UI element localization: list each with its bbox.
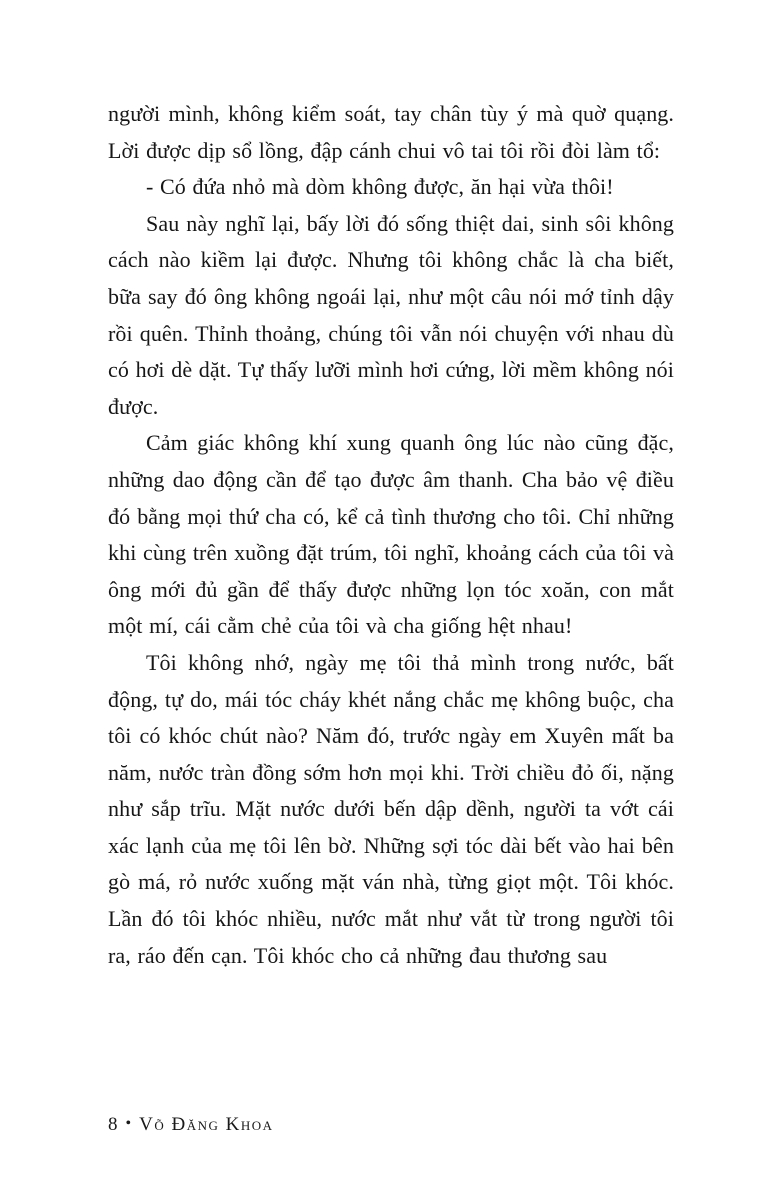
paragraph: Tôi không nhớ, ngày mẹ tôi thả mình trong nước, bất động, tự do, mái tóc cháy khét nắng chắc mẹ không buộc, cha tôi có khóc chút nào? Năm đó, trước ngày em Xuyên mất ba năm, nước tràn đồng sớm hơn mọi khi. Trời chiều đỏ ối, nặng như sắp trĩu. Mặt nước dưới bến dập dềnh, người ta vớt cái xác lạnh của mẹ tôi lên bờ. Những sợi tóc dài bết vào hai bên gò má, rỏ nước xuống mặt ván nhà, từng giọt một. Tôi khóc. Lần đó tôi khóc nhiều, nước mắt như vắt từ trong người tôi ra, ráo đến cạn. Tôi khóc cho cả những đau thương sau	[108, 649, 674, 968]
footer-separator: •	[125, 1115, 132, 1132]
page-number: 8	[108, 1114, 118, 1135]
paragraph-dialogue: - Có đứa nhỏ mà dòm không được, ăn hại vừa thôi!	[146, 174, 614, 200]
paragraph: Cảm giác không khí xung quanh ông lúc nào cũng đặc, những dao động cần để tạo được âm thanh. Cha bảo vệ điều đó bằng mọi thứ cha có, kể cả tình thương cho tôi. Chỉ những khi cùng trên xuồng đặt trúm, tôi nghĩ, khoảng cách của tôi và ông mới đủ gần để thấy được những lọn tóc xoăn, con mắt một mí, cái cằm chẻ của tôi và cha giống hệt nhau!	[108, 430, 674, 639]
paragraph: Sau này nghĩ lại, bấy lời đó sống thiệt dai, sinh sôi không cách nào kiềm lại được. Nhưng tôi không chắc là cha biết, bữa say đó ông không ngoái lại, như một câu nói mớ tỉnh dậy rồi quên. Thỉnh thoảng, chúng tôi vẫn nói chuyện với nhau dù có hơi dè dặt. Tự thấy lưỡi mình hơi cứng, lời mềm không nói được.	[108, 210, 674, 419]
page-footer	[108, 1114, 274, 1136]
paragraph-continued: người mình, không kiểm soát, tay chân tùy ý mà quờ quạng. Lời được dịp sổ lồng, đập cánh chui vô tai tôi rồi đòi làm tổ:	[108, 101, 674, 163]
body-text	[108, 96, 674, 974]
author-name: Võ Đăng Khoa	[139, 1114, 274, 1135]
